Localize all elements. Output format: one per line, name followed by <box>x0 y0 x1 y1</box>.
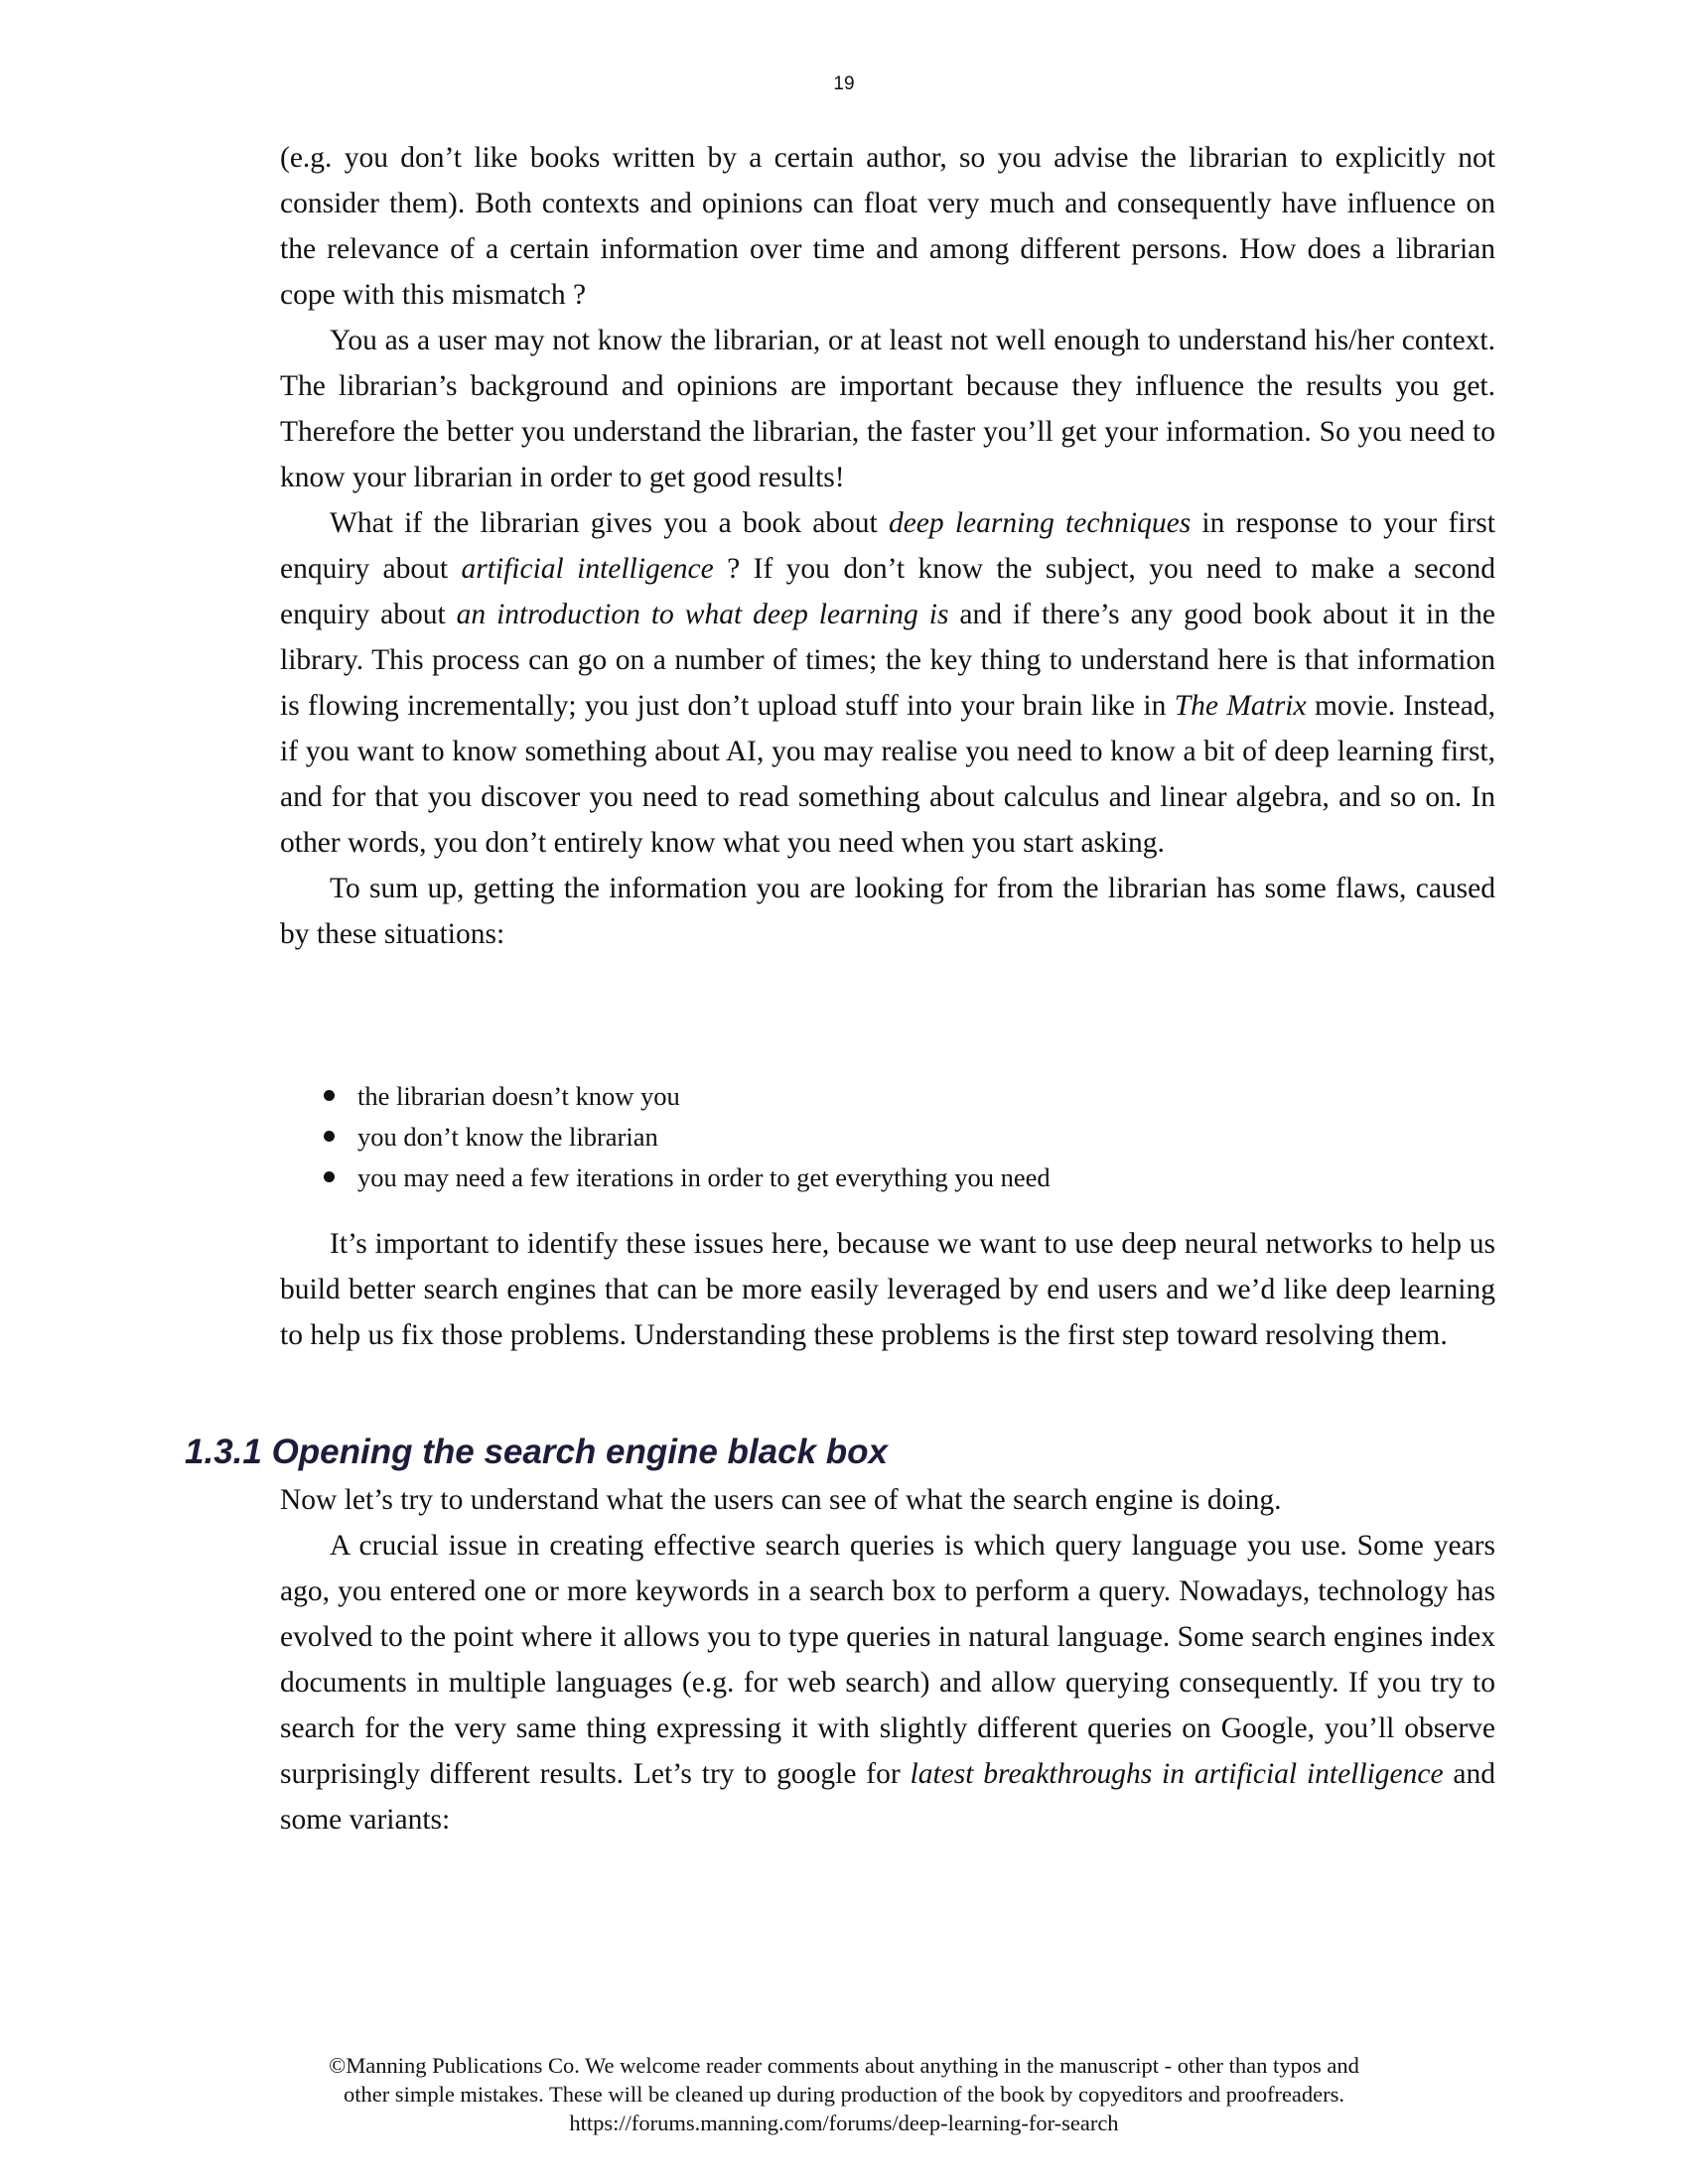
emphasis: an introduction to what deep learning is <box>456 599 949 630</box>
list-item: you may need a few iterations in order to get everything you need <box>320 1158 1051 1198</box>
page-footer <box>0 2051 1688 2137</box>
paragraph: (e.g. you don’t like books written by a certain author, so you advise the librarian to explicitly not consider them). Both contexts and opinions can float very much and consequently have influence on the relevance of a certain information over time and among different persons. How does a librarian cope with this mismatch ? <box>280 142 1495 311</box>
emphasis: latest breakthroughs in artificial intelligence <box>910 1758 1444 1790</box>
text: in response to your first enquiry about <box>280 507 1495 585</box>
footer-line: ©Manning Publications Co. We welcome reader comments about anything in the manuscript - other than typos and <box>329 2053 1359 2078</box>
text: A crucial issue in creating effective search queries is which query language you use. Some years ago, you entered one or more keywords in a search box to perform a query. Nowadays, technology has evolved to the point where it allows you to type queries in natural language. Some search engines index documents in multiple languages (e.g. for web search) and allow querying consequently. If you try to search for the very same thing expressing it with slightly different queries on Google, you’ll observe surprisingly different results. Let’s try to google for <box>280 1530 1495 1790</box>
bullet-list <box>320 1076 1051 1198</box>
paragraph: Now let’s try to understand what the users can see of what the search engine is doing. <box>280 1484 1282 1516</box>
body-text-block-2 <box>280 1221 1495 1358</box>
body-text-block-1 <box>280 135 1495 957</box>
paragraph: It’s important to identify these issues here, because we want to use deep neural networks to help us build better search engines that can be more easily leveraged by end users and we’d like deep learning to help us fix those problems. Understanding these problems is the first step toward resolving them. <box>280 1228 1495 1351</box>
paragraph <box>280 1523 1495 1843</box>
footer-line: other simple mistakes. These will be cleaned up during production of the book by copyeditors and proofreaders. <box>343 2082 1345 2107</box>
text: movie. Instead, if you want to know something about AI, you may realise you need to know a bit of deep learning first, and for that you discover you need to read something about calculus and linear algebra, and so on. In other words, you don’t entirely know what you need when you start asking. <box>280 690 1495 859</box>
text: and some variants: <box>280 1758 1495 1836</box>
body-text-block-3 <box>280 1477 1495 1843</box>
emphasis: deep learning techniques <box>888 507 1192 539</box>
page-number: 19 <box>833 73 855 94</box>
emphasis: The Matrix <box>1174 690 1307 722</box>
list-item: you don’t know the librarian <box>320 1117 1051 1158</box>
paragraph: To sum up, getting the information you are looking for from the librarian has some flaws, caused by these situations: <box>280 873 1495 950</box>
paragraph <box>280 500 1495 866</box>
list-item: the librarian doesn’t know you <box>320 1076 1051 1117</box>
text: ? If you don’t know the subject, you need to make a second enquiry about <box>280 553 1495 630</box>
section-heading: 1.3.1 Opening the search engine black box <box>185 1433 888 1471</box>
paragraph: You as a user may not know the librarian, or at least not well enough to understand his/her context. The librarian’s background and opinions are important because they influence the results you get. Therefore the better you understand the librarian, the faster you’ll get your information. So you need to know your librarian in order to get good results! <box>280 325 1495 493</box>
text: and if there’s any good book about it in the library. This process can go on a number of times; the key thing to understand here is that information is flowing incrementally; you just don’t upload stuff into your brain like in <box>280 599 1495 722</box>
emphasis: artificial intelligence <box>461 553 714 585</box>
text: What if the librarian gives you a book about <box>330 507 889 539</box>
footer-url: https://forums.manning.com/forums/deep-learning-for-search <box>569 2111 1119 2135</box>
